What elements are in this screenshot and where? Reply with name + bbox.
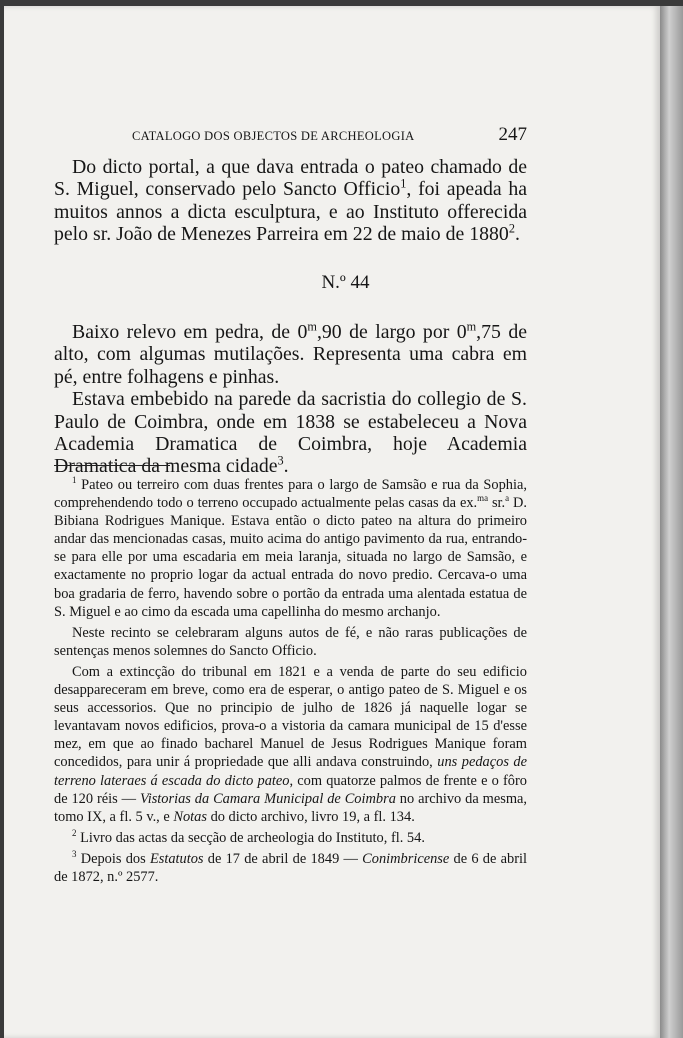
book-page	[4, 6, 660, 1038]
footnotes	[54, 476, 527, 889]
footnote-1-para-3: Com a extincção do tribunal em 1821 e a venda de parte do seu edificio desappareceram em breve, como era de esperar, o antigo pateo de S. Miguel e os seus accessorios. Que no principio de julho de 1826 já naquelle logar se levantavam novos edificios, prova-o a vistoria da camara municipal de 15 d'esse mez, em que ao finado bacharel Manuel de Jesus Rodrigues Manique foram concedidos, para unir á propriedade que alli andava construindo, uns pedaços de terreno lateraes á escada do dicto pateo, com quatorze palmos de frente e o fôro de 120 réis — Vistorias da Camara Municipal de Coimbra no archivo da mesma, tomo IX, a fl. 5 v., e Notas do dicto archivo, livro 19, a fl. 134.	[54, 663, 528, 825]
page-header	[132, 124, 527, 146]
footnote-1-para-2: Neste recinto se celebraram alguns autos de fé, e não raras publicações de sentenças menos solemnes do Sancto Officio.	[54, 624, 527, 659]
running-title: CATALOGO DOS OBJECTOS DE ARCHEOLOGIA	[132, 129, 415, 143]
footnote-1: $^1$ Pateo ou terreiro com duas frentes para o largo de Samsão e rua da Sophia, comprehendendo todo o terreno occupado actualmente pelas casas da ex.$^{ma}$ sr.$^a$ D. Bibiana Rodrigues Manique. Estava então o dicto pateo na altura do primeiro andar das mencionadas casas, muito acima do antigo pavimento da rua, entrando-se para elle por uma escadaria em meia laranja, situada no largo de Samsão, e exactamente no proprio logar da actual entrada do novo predio. Cercava-o uma boa gradaria de ferro, havendo sobre o portão da entrada uma alentada estatua de S. Miguel e ao cimo da escada uma capellinha do mesmo archanjo.	[54, 475, 527, 620]
footnote-divider	[54, 465, 170, 466]
intro-paragraph: Do dicto portal, a que dava entrada o pateo chamado de S. Miguel, conservado pelo Sancto Officio$^1$, foi apeada ha muitos annos a dicta esculptura, e ao Instituto offerecida pelo sr. João de Menezes Parreira em 22 de maio de 1880$^2$.	[54, 156, 528, 246]
page-number: 247	[498, 124, 527, 145]
entry-description: Baixo relevo em pedra, de 0$^m$,90 de largo por 0$^m$,75 de alto, com algumas mutilações. Representa uma cabra em pé, entre folhagens e pinhas. Estava embebido na parede da sacristia do collegio de S. Paulo de Coimbra, onde em 1838 se estabeleceu a Nova Academia Dramatica de Coimbra, hoje Academia Dramatica da mesma cidade$^3$.	[54, 319, 527, 478]
footnote-2: $^2$ Livro das actas da secção de archeologia do Instituto, fl. 54.	[72, 827, 425, 846]
footnote-ref: 3	[277, 453, 284, 468]
page-edge	[660, 6, 683, 1038]
footnote-ref: 2	[508, 221, 515, 236]
footnote-3: $^3$ Depois dos Estatutos de 17 de abril de 1849 — Conimbricense de 6 de abril de 1872, n.º 2577.	[54, 849, 527, 885]
entry-location: Estava embebido na parede da sacristia do collegio de S. Paulo de Coimbra, onde em 1838 se estabeleceu a Nova Academia Dramatica de Coimbra, hoje Academia Dramatica da mesma cidade	[54, 388, 527, 478]
footnote-ref: 1	[400, 176, 407, 191]
entry-number: N.º 44	[321, 272, 370, 293]
